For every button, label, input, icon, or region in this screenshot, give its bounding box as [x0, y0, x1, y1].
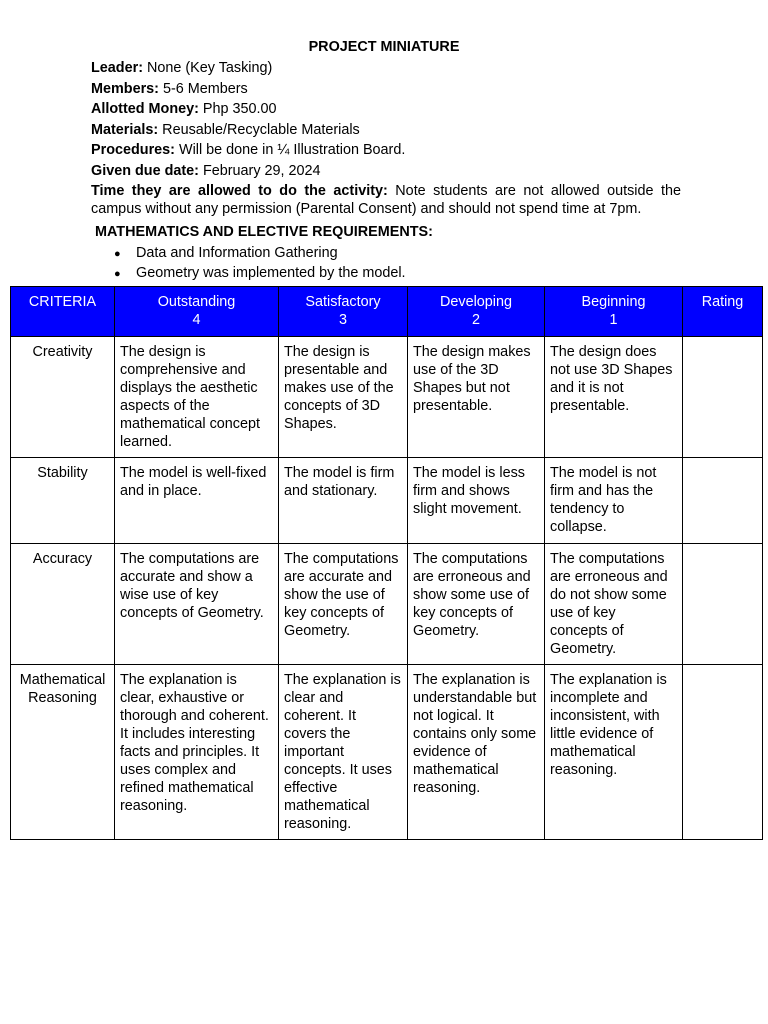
criterion-cell: Mathematical Reasoning	[11, 665, 115, 840]
procedures-label: Procedures:	[91, 142, 175, 158]
materials-line	[91, 121, 681, 142]
table-header-row	[11, 287, 763, 337]
score-3: 3	[338, 312, 347, 328]
due-date-value: February 29, 2024	[198, 162, 321, 179]
rating-cell	[683, 665, 763, 840]
money-value: Php 350.00	[198, 101, 277, 117]
list-item	[114, 264, 406, 284]
beginning-cell: The design does not use 3D Shapes and it is not presentable.	[545, 337, 683, 458]
satisfactory-cell: The design is presentable and makes use of the concepts of 3D Shapes.	[279, 337, 408, 458]
table-row	[11, 544, 763, 665]
header-satisfactory: Satisfactory 3	[279, 287, 408, 337]
developing-cell: The design makes use of the 3D Shapes but not presentable.	[408, 337, 545, 458]
table-row	[11, 458, 763, 544]
time-allowed-label: Time they are allowed to do the activity:	[91, 183, 388, 199]
page-title: PROJECT MINIATURE	[308, 39, 460, 55]
money-label: Allotted Money:	[91, 101, 199, 117]
procedures-line	[91, 141, 681, 162]
requirements-list	[114, 244, 406, 283]
procedures-value: Will be done in ¼ Illustration Board.	[174, 142, 406, 158]
leader-value: None (Key Tasking)	[142, 60, 273, 76]
due-date-line	[91, 162, 681, 183]
score-2: 2	[471, 312, 480, 328]
list-item	[114, 244, 406, 264]
outstanding-cell: The model is well-fixed and in place.	[115, 458, 279, 544]
header-developing: Developing 2	[408, 287, 545, 337]
satisfactory-cell: The computations are accurate and show the use of key concepts of Geometry.	[279, 544, 408, 665]
requirements-heading: MATHEMATICS AND ELECTIVE REQUIREMENTS:	[95, 224, 433, 240]
materials-label: Materials:	[91, 121, 159, 138]
score-1: 1	[609, 312, 618, 328]
satisfactory-cell: The model is firm and stationary.	[279, 458, 408, 544]
beginning-cell: The explanation is incomplete and inconsistent, with little evidence of mathematical reasoning.	[545, 665, 683, 840]
header-criteria: CRITERIA	[11, 287, 115, 337]
score-4: 4	[192, 312, 201, 328]
materials-value: Reusable/Recyclable Materials	[158, 121, 360, 138]
members-value: 5-6 Members	[158, 80, 248, 97]
project-info	[91, 59, 681, 220]
bullet-icon: ●	[114, 267, 121, 280]
header-outstanding: Outstanding 4	[115, 287, 279, 337]
rubric-table	[10, 286, 763, 840]
rating-cell	[683, 458, 763, 544]
members-line	[91, 80, 681, 101]
rating-cell	[683, 544, 763, 665]
criterion-cell: Creativity	[11, 337, 115, 458]
beginning-cell: The computations are erroneous and do not show some use of key concepts of Geometry.	[545, 544, 683, 665]
outstanding-cell: The explanation is clear, exhaustive or thorough and coherent. It includes interesting facts and principles. It uses complex and refined mathematical reasoning.	[115, 665, 279, 840]
requirement-text: Geometry was implemented by the model.	[136, 264, 406, 281]
developing-cell: The model is less firm and shows slight movement.	[408, 458, 545, 544]
bullet-icon: ●	[114, 248, 121, 260]
developing-cell: The computations are erroneous and show some use of key concepts of Geometry.	[408, 544, 545, 665]
criterion-cell: Accuracy	[11, 544, 115, 665]
header-rating: Rating	[683, 287, 763, 337]
outstanding-cell: The computations are accurate and show a wise use of key concepts of Geometry.	[115, 544, 279, 665]
members-label: Members:	[91, 80, 159, 97]
beginning-cell: The model is not firm and has the tendency to collapse.	[545, 458, 683, 544]
developing-cell: The explanation is understandable but not logical. It contains only some evidence of mathematical reasoning.	[408, 665, 545, 840]
leader-label: Leader:	[91, 60, 143, 76]
money-line	[91, 100, 681, 121]
criterion-cell: Stability	[11, 458, 115, 544]
leader-line	[91, 59, 681, 80]
header-beginning: Beginning 1	[545, 287, 683, 337]
time-allowed-line	[91, 182, 681, 218]
requirement-text: Data and Information Gathering	[136, 245, 338, 261]
time-allowed-value: Note students are not allowed outside the campus without any permission (Parental Consent) and should not spend time at 7pm.	[91, 183, 681, 217]
rating-cell	[683, 337, 763, 458]
due-date-label: Given due date:	[91, 162, 199, 179]
outstanding-cell: The design is comprehensive and displays the aesthetic aspects of the mathematical concept learned.	[115, 337, 279, 458]
satisfactory-cell: The explanation is clear and coherent. It covers the important concepts. It uses effective mathematical reasoning.	[279, 665, 408, 840]
table-row	[11, 665, 763, 840]
table-row	[11, 337, 763, 458]
